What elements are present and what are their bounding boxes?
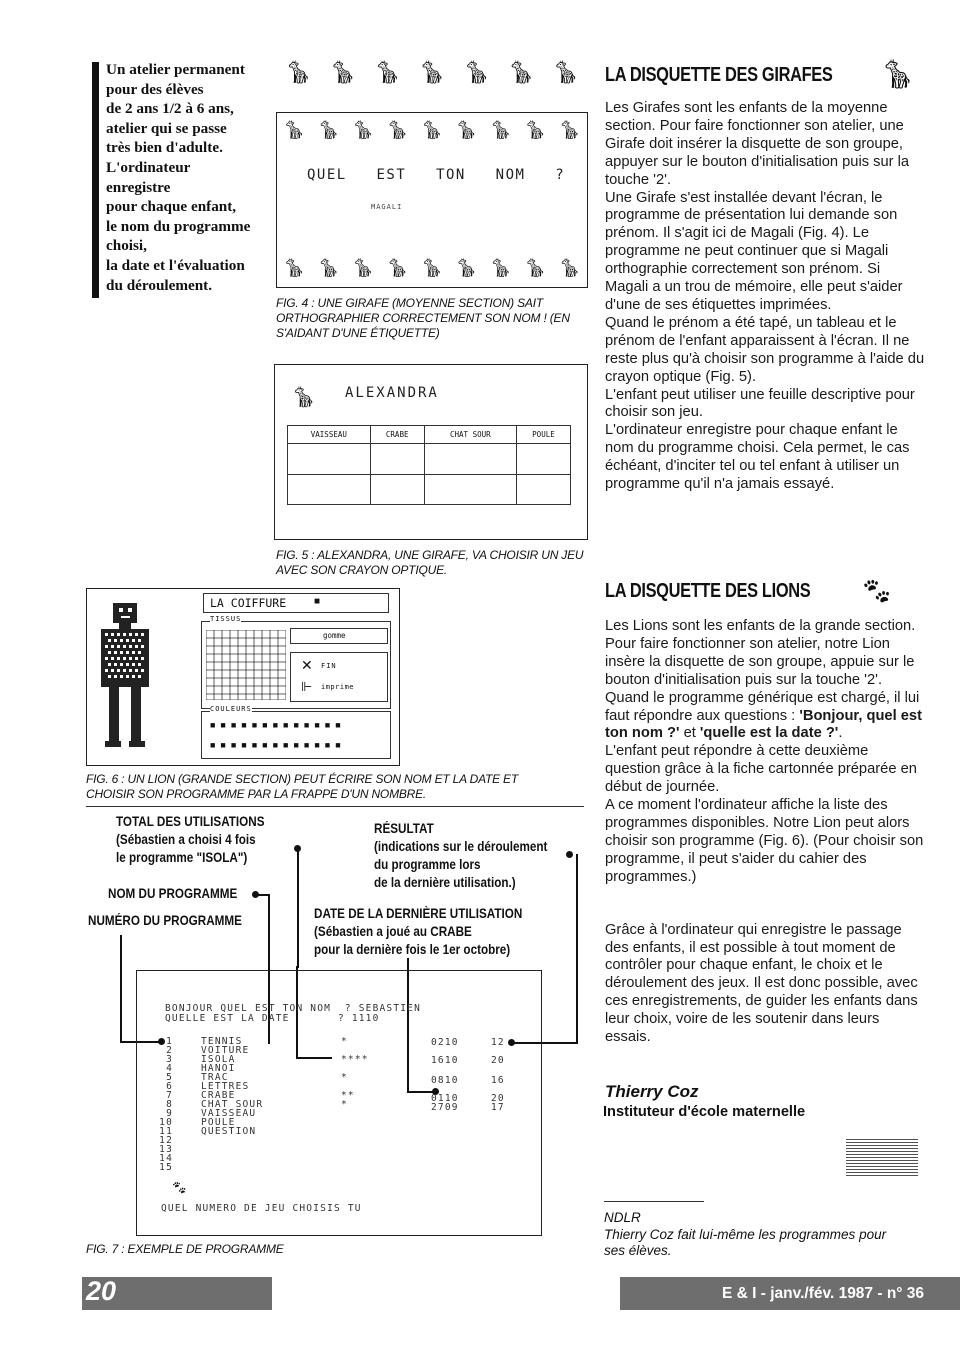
giraffe-icon: 🦒︎ [551, 61, 580, 86]
fig7-program-number: 11 [159, 1126, 173, 1137]
fig6-tools-box [290, 652, 388, 702]
lion-icon: 🐾︎ [860, 576, 894, 606]
fig7-label-date-sub: (Sébastien a joué au CRABE [314, 924, 472, 939]
callout-line [576, 854, 578, 1044]
fig7-program-name: LETTRES [201, 1081, 250, 1092]
fig7-date: 1610 [431, 1055, 459, 1066]
giraffe-row: 🦒︎ 🦒︎ 🦒︎ 🦒︎ 🦒︎ 🦒︎ 🦒︎ 🦒︎ 🦒︎ [282, 258, 582, 279]
paragraph: Les Lions sont les enfants de la grande section. Pour faire fonctionner son atelier, notre Lion insère la disquette de son groupe, appuie sur le bouton d'initialisation puis sur la touche '2'. [605, 618, 916, 688]
giraffe-icon: 🦒︎ [291, 385, 317, 409]
fig7-label-resultat: RÉSULTAT [374, 821, 434, 836]
callout-line [256, 894, 268, 896]
paragraph: L'enfant peut utiliser une feuille descriptive pour choisir son jeu. [605, 386, 915, 421]
fig6-tissus-box [201, 615, 391, 709]
heading-lions: LA DISQUETTE DES LIONS [605, 580, 811, 602]
fig5-caption: FIG. 5 : ALEXANDRA, UNE GIRAFE, VA CHOISIR UN JEU AVEC SON CRAYON OPTIQUE. [276, 548, 584, 577]
fig7-label-total-sub: le programme "ISOLA") [116, 850, 248, 865]
fig7-program-name: TRAC [201, 1072, 229, 1083]
fig6-tissus-label: TISSUS [210, 615, 242, 623]
fig7-screen-line: QUELLE EST LA DATE ? 1110 [165, 1013, 380, 1024]
fig6-title-box [203, 593, 389, 613]
paragraph: L'ordinateur enregistre pour chaque enfant le nom du programme choisi. Cela permet, le cas échéant, d'inciter tel ou tel enfant à utiliser un programme qu'il n'a jamais essayé. [605, 422, 910, 493]
fig7-program-number: 5 [166, 1072, 173, 1083]
fig7-date: 0810 [431, 1075, 459, 1086]
giraffe-icon: 🦒︎ [418, 61, 446, 86]
fig7-program-number: 1 [166, 1036, 173, 1047]
fig7-date: 0110 [431, 1093, 459, 1104]
fig6-fin[interactable]: FIN [321, 662, 337, 670]
fig7-screen [136, 970, 542, 1236]
fig6-gomme-box[interactable] [290, 628, 388, 644]
fig7-result: 20 [491, 1093, 505, 1104]
paragraph: Une Girafe s'est installée devant l'écran, le programme de présentation lui demande son prénom. Il s'agit ici de Magali (Fig. 4). Le programme ne peut continuer que si Magali orthographie correctement son prénom. Si Magali a un trou de mémoire, elle peut s'aider d'une de ses étiquettes imprimées. [605, 189, 903, 313]
fig6-imprime[interactable]: imprime [321, 683, 355, 691]
fig7-program-name: VOITURE [201, 1045, 250, 1056]
giraffe-icon: 🦒︎ [373, 61, 402, 86]
giraffe-row: 🦒︎ 🦒︎ 🦒︎ 🦒︎ 🦒︎ 🦒︎ 🦒︎ 🦒︎ 🦒︎ [282, 120, 582, 141]
fig7-result: 20 [491, 1055, 505, 1066]
fig7-program-name: VAISSEAU [201, 1108, 257, 1119]
signature-author: Thierry Coz [605, 1082, 699, 1101]
fig4-screen [276, 112, 588, 288]
fig7-screen-line: BONJOUR QUEL EST TON NOM ? SEBASTIEN [165, 1003, 422, 1014]
fig7-program-name: POULE [201, 1117, 236, 1128]
fig7-result: 17 [491, 1102, 505, 1113]
fig7-program-number: 15 [159, 1162, 173, 1173]
fig5-screen [274, 364, 588, 540]
callout-line [297, 848, 299, 968]
fig7-program-name: QUESTION [201, 1126, 257, 1137]
fig4-top-giraffes [276, 62, 588, 86]
fig6-gomme: gomme [323, 631, 346, 640]
paragraph: A ce moment l'ordinateur affiche la liste des programmes disponibles. Notre Lion peut alors choisir son programme (Fig. 6). (Pour choisir son programme, il peut s'aider du cahier des programmes.) [605, 797, 924, 885]
fig6-couleurs-box [201, 705, 391, 759]
close-icon[interactable]: ✕ [301, 657, 313, 673]
girafes-body [605, 100, 927, 494]
ndlr-title: NDLR [604, 1210, 641, 1225]
fig7-date: 2709 [431, 1102, 459, 1113]
fig7-label-nom: NOM DU PROGRAMME [108, 886, 238, 901]
fig7-label-resultat-sub: (indications sur le déroulement [374, 839, 548, 854]
signature-role: Instituteur d'école maternelle [603, 1104, 806, 1120]
fig5-col-header[interactable]: VAISSEAU [288, 426, 371, 444]
fig7-program-name: HANOI [201, 1063, 236, 1074]
fig5-name: ALEXANDRA [345, 385, 439, 401]
fig6-caption: FIG. 6 : UN LION (GRANDE SECTION) PEUT ÉCRIRE SON NOM ET LA DATE ET CHOISIR SON PROGRAMME PAR LA FRAPPE D'UN NOMBRE. [86, 772, 518, 801]
lion-child-figure [93, 599, 157, 749]
lions-body [605, 618, 927, 1047]
paragraph: Quand le prénom a été tapé, un tableau et le prénom de l'enfant apparaissent à l'écran. Il ne reste plus qu'à choisir son programme à l'aide du crayon optique (Fig. 5). [605, 314, 925, 385]
fig7-program-name: TENNIS [201, 1036, 243, 1047]
fig7-program-number: 6 [166, 1081, 173, 1092]
issue-info: E & I - janv./fév. 1987 - n° 36 [722, 1285, 925, 1302]
end-mark [846, 1138, 918, 1176]
bold-quote: 'Bonjour, quel est ton nom ?' [605, 707, 922, 742]
fig7-program-number: 7 [166, 1090, 173, 1101]
paragraph: Quand le programme générique est chargé, il lui faut répondre aux questions : 'Bonjour, quel est ton nom ?' et 'quelle est la date ?'. [605, 689, 922, 742]
callout-dot [294, 845, 301, 852]
fig7-result: 16 [491, 1075, 505, 1086]
giraffe-icon: 🦒︎ [507, 61, 536, 86]
giraffe-icon: 🦒︎ [328, 61, 357, 86]
giraffe-icon: 🦒︎ [284, 61, 313, 86]
fig5-col-header[interactable]: CRABE [370, 426, 424, 444]
heading-girafes: LA DISQUETTE DES GIRAFES [605, 64, 833, 86]
fig4-caption: FIG. 4 : UNE GIRAFE (MOYENNE SECTION) SAIT ORTHOGRAPHIER CORRECTEMENT SON NOM ! (EN S'AIDANT D'UNE ÉTIQUETTE) [276, 296, 570, 340]
fig7-label-total-sub: (Sébastien a choisi 4 fois [116, 832, 256, 847]
divider [86, 806, 584, 807]
fig7-prompt: QUEL NUMERO DE JEU CHOISIS TU [161, 1203, 362, 1214]
fig7-program-number: 10 [159, 1117, 173, 1128]
fig7-program-number: 14 [159, 1153, 173, 1164]
giraffe-icon: 🦒︎ [880, 58, 916, 91]
fig7-label-resultat-sub: de la dernière utilisation.) [374, 875, 516, 890]
fig7-usage-stars: * [341, 1072, 348, 1083]
paragraph: L'enfant peut répondre à cette deuxième question grâce à la fiche cartonnée préparée en début de journée. [605, 743, 917, 796]
fig5-choice-table [287, 425, 571, 505]
fig6-couleurs-label: COULEURS [210, 705, 252, 713]
fig7-program-number: 2 [166, 1045, 173, 1056]
color-palette-row[interactable]: ■■■■■■■■■■■■■ [210, 740, 346, 750]
fig7-date: 0210 [431, 1037, 459, 1048]
page-number: 20 [86, 1276, 117, 1306]
fig7-label-numero: NUMÉRO DU PROGRAMME [88, 913, 242, 928]
paragraph: Les Girafes sont les enfants de la moyenne section. Pour faire fonctionner son atelier, une Girafe doit insérer la disquette de son groupe, appuyer sur le bouton d'initialisation puis sur la touche '2'. [605, 100, 910, 188]
fig7-usage-stars: * [341, 1036, 348, 1047]
fig7-usage-stars: ** [341, 1090, 355, 1101]
fig4-typed-name: MAGALI [371, 203, 403, 211]
fig7-program-name: CRABE [201, 1090, 236, 1101]
fig7-label-resultat-sub: du programme lors [374, 857, 481, 872]
callout-dot [566, 851, 573, 858]
intro-text: Un atelier permanent pour des élèves de 2 ans 1/2 à 6 ans, atelier qui se passe très bien d'adulte. L'ordinateur enregistre pour chaque enfant, le nom du programme choisi, la date et l'évaluation du déroulement. [106, 61, 251, 294]
fig5-col-header[interactable]: CHAT SOUR [424, 426, 516, 444]
fig7-label-date-sub: pour la dernière fois le 1er octobre) [314, 942, 511, 957]
fig7-label-date: DATE DE LA DERNIÈRE UTILISATION [314, 906, 523, 921]
fig6-screen [86, 588, 400, 766]
fig7-program-name: CHAT SOUR [201, 1099, 264, 1110]
fig7-program-number: 12 [159, 1135, 173, 1146]
bold-quote: 'quelle est la date ?' [699, 725, 839, 742]
fig6-title: LA COIFFURE [210, 596, 287, 610]
fig7-usage-stars: * [341, 1099, 348, 1110]
paragraph: Grâce à l'ordinateur qui enregistre le passage des enfants, il est possible à tout moment de contrôler pour chaque enfant, le choix et le déroulement des jeux. Il est donc possible, avec ces enregistrements, de guider les enfants dans leur choix, voire de les soutenir dans leurs essais. [605, 921, 918, 1046]
fig5-col-header[interactable]: POULE [516, 426, 570, 444]
fig7-program-number: 4 [166, 1063, 173, 1074]
fig7-program-number: 8 [166, 1099, 173, 1110]
callout-line [120, 935, 122, 1043]
fig7-program-number: 9 [166, 1108, 173, 1119]
fig7-label-total: TOTAL DES UTILISATIONS [116, 814, 265, 829]
lion-icon: 🐾︎ [171, 1181, 188, 1196]
fig7-program-number: 13 [159, 1144, 173, 1155]
intro-bar [92, 62, 99, 298]
fig6-fabric-grid[interactable] [206, 630, 286, 700]
fig7-program-number: 3 [166, 1054, 173, 1065]
fig6-title-icon: ■ [314, 596, 321, 607]
ndlr-rule [604, 1201, 704, 1202]
fig4-question: QUEL EST TON NOM ? [307, 167, 566, 183]
giraffe-icon: 🦒︎ [462, 61, 491, 86]
fig7-program-name: ISOLA [201, 1054, 236, 1065]
fig7-result: 12 [491, 1037, 505, 1048]
fig7-caption: FIG. 7 : EXEMPLE DE PROGRAMME [86, 1242, 284, 1256]
color-palette-row[interactable]: ■■■■■■■■■■■■■ [210, 720, 346, 730]
ndlr-text: Thierry Coz fait lui-même les programmes pour ses élèves. [604, 1227, 887, 1258]
printer-icon[interactable]: ⊩ [301, 679, 313, 694]
fig7-usage-stars: **** [341, 1054, 369, 1065]
